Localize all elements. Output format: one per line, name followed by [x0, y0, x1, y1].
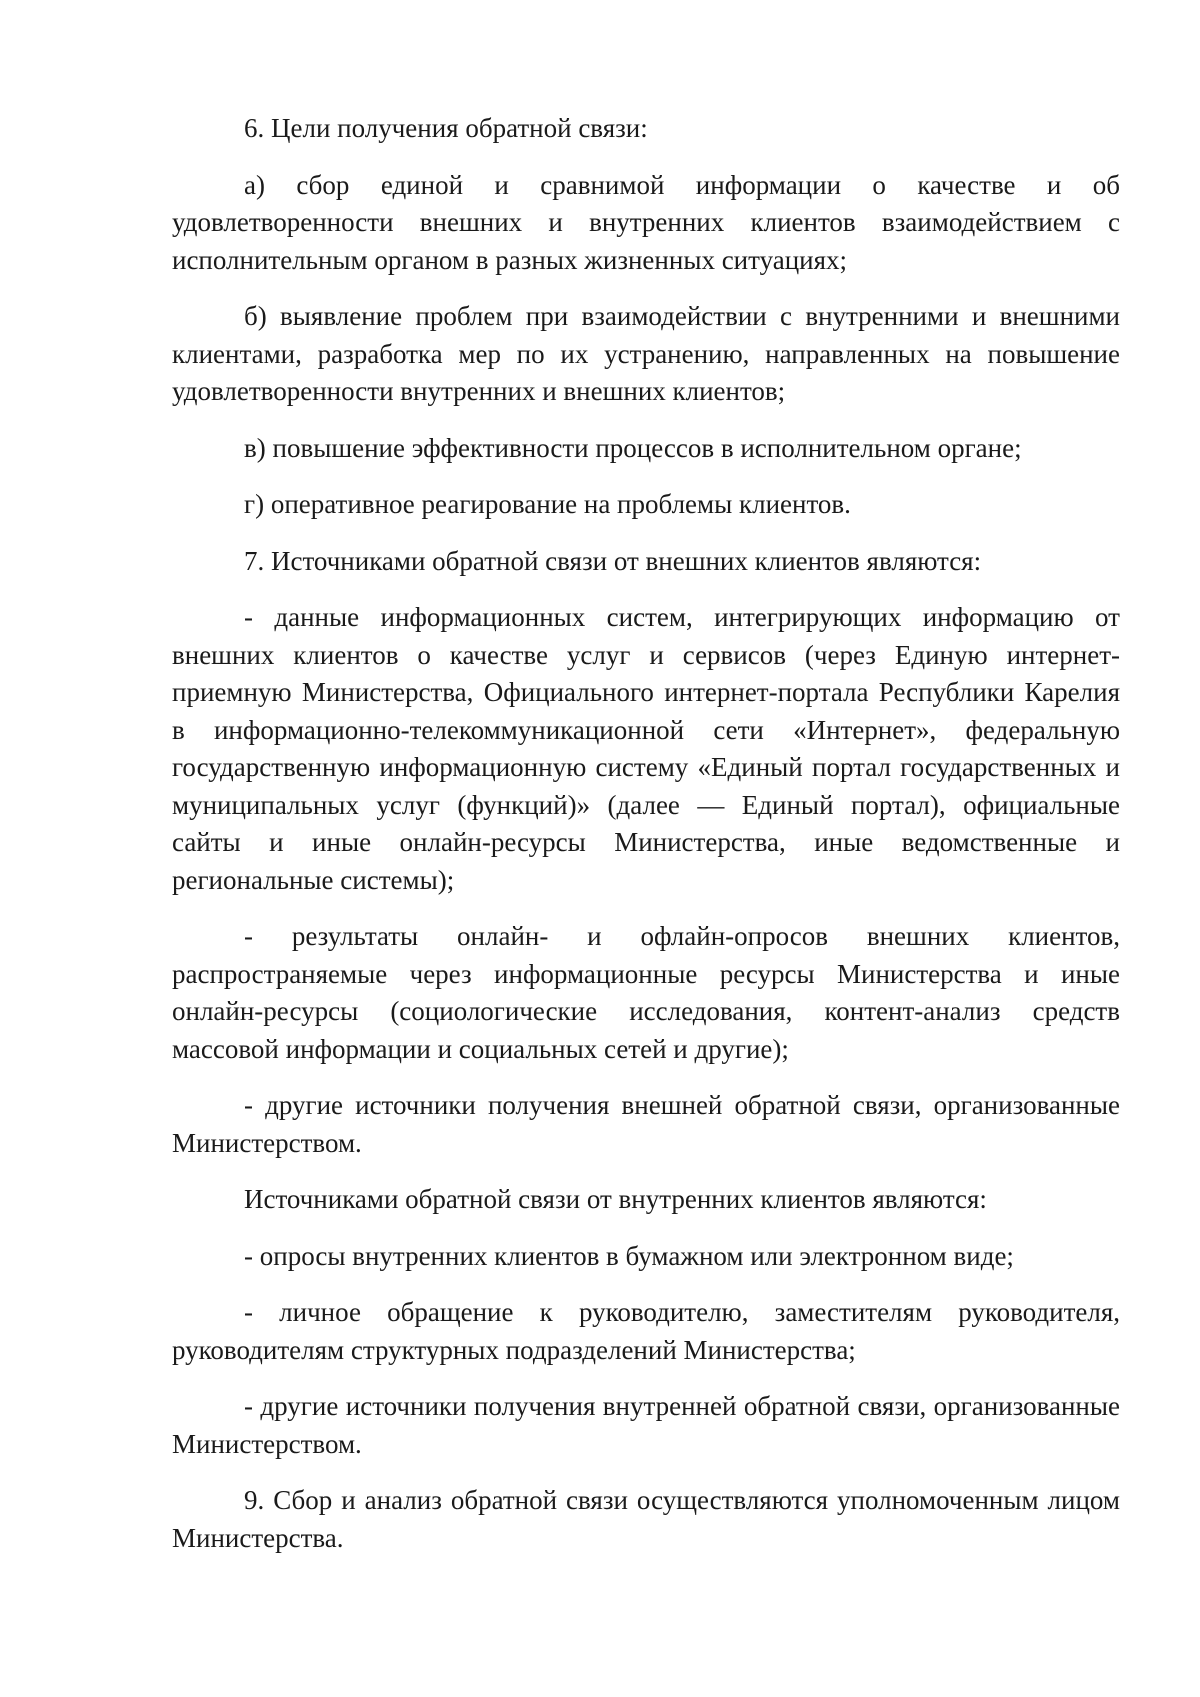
document-page	[172, 110, 1120, 1576]
paragraph-goal-a: а) сбор единой и сравнимой информации о качестве и об удовлетворенности внешних и внутренних клиентов взаимодействием с исполнительным органом в разных жизненных ситуациях;	[172, 169, 1120, 275]
paragraph-internal-source-surveys: - опросы внутренних клиентов в бумажном или электронном виде;	[244, 1240, 1014, 1271]
paragraph-internal-source-personal: - личное обращение к руководителю, заместителям руководителя, руководителям структурных подразделений Министерства;	[172, 1297, 1120, 1365]
paragraph-goal-v: в) повышение эффективности процессов в исполнительном органе;	[244, 432, 1022, 463]
paragraph-section-6-heading: 6. Цели получения обратной связи:	[244, 113, 648, 143]
paragraph-goal-b: б) выявление проблем при взаимодействии с внутренними и внешними клиентами, разработка мер по их устранению, направленных на повышение удовлетворенности внутренних и внешних клиентов;	[172, 301, 1120, 406]
paragraph-section-7-heading: 7. Источниками обратной связи от внешних клиентов являются:	[244, 545, 982, 576]
paragraph-external-source-surveys: - результаты онлайн- и офлайн-опросов внешних клиентов, распространяемые через информационные ресурсы Министерства и иные онлайн-ресурсы (социологические исследования, контент-анализ средств массовой информации и социальных сетей и другие);	[172, 921, 1120, 1064]
paragraph-internal-sources-heading: Источниками обратной связи от внутренних клиентов являются:	[244, 1184, 987, 1214]
paragraph-section-9: 9. Сбор и анализ обратной связи осуществляются уполномоченным лицом Министерства.	[172, 1485, 1120, 1553]
paragraph-internal-source-other: - другие источники получения внутренней обратной связи, организованные Министерством.	[172, 1391, 1120, 1459]
paragraph-goal-g: г) оперативное реагирование на проблемы клиентов.	[244, 489, 851, 519]
paragraph-external-source-systems: - данные информационных систем, интегрирующих информацию от внешних клиентов о качестве услуг и сервисов (через Единую интернет-приемную Министерства, Официального интернет-портала Республики Карелия в информационно-телекоммуникационной сети «Интернет», федеральную государственную информационную систему «Единый портал государственных и муниципальных услуг (функций)» (далее — Единый портал), официальные сайты и иные онлайн-ресурсы Министерства, иные ведомственные и региональные системы);	[172, 602, 1120, 895]
paragraph-external-source-other: - другие источники получения внешней обратной связи, организованные Министерством.	[172, 1090, 1120, 1158]
